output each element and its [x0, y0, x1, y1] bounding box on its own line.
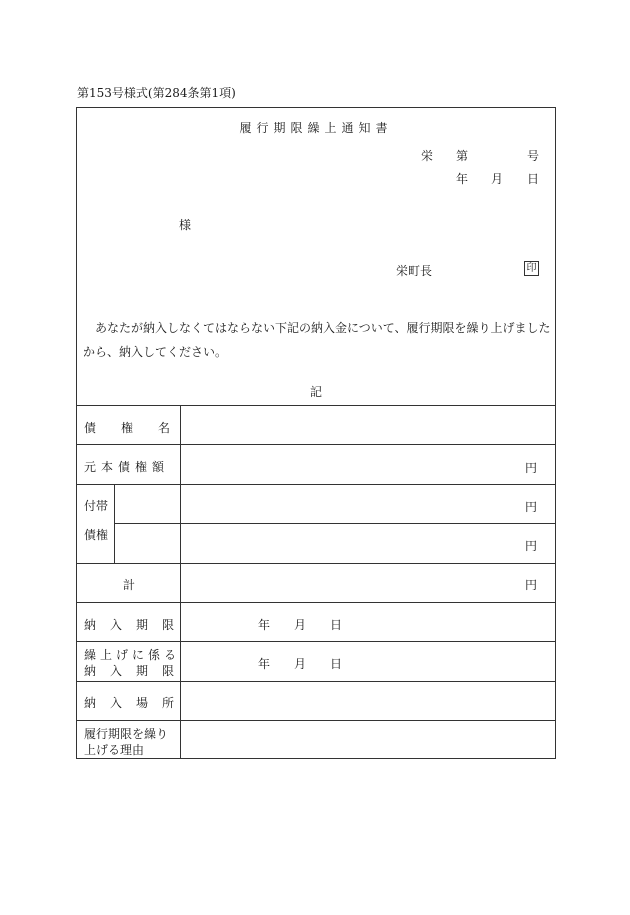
label-reason-2: 上げる理由 — [84, 743, 145, 757]
table-line — [77, 563, 555, 564]
due-month: 月 — [294, 618, 307, 632]
table-line — [77, 681, 555, 682]
table-line — [77, 405, 555, 406]
seal-mark: 印 — [524, 261, 539, 276]
form-number: 第153号様式(第284条第1項) — [77, 86, 236, 100]
advanced-due-month: 月 — [294, 657, 307, 671]
label-due-date: 納入期限 — [84, 618, 189, 632]
yen-principal: 円 — [524, 461, 537, 475]
due-year: 年 — [258, 618, 271, 632]
label-incidental-2: 債権 — [84, 528, 109, 542]
label-claim-name — [84, 419, 196, 436]
date-year: 年 — [456, 172, 469, 186]
date-day: 日 — [527, 172, 540, 186]
advanced-due-day: 日 — [330, 657, 343, 671]
label-total: 計 — [123, 578, 136, 592]
label-place: 納入場所 — [84, 696, 189, 710]
form-title: 履行期限繰上通知書 — [239, 121, 393, 135]
label-advanced-due-1: 繰上げに係る — [84, 648, 181, 662]
addressee-sama: 様 — [179, 218, 192, 232]
label-reason-1: 履行期限を繰り — [84, 727, 169, 741]
notice-body: あなたが納入しなくてはならない下記の納入金について、履行期限を繰り上げましたから、納入してください。 — [83, 321, 551, 359]
table-line — [77, 720, 555, 721]
table-line — [77, 602, 555, 603]
yen-incidental-1: 円 — [524, 500, 537, 514]
label-claim-name-text: 債権名 — [84, 421, 196, 435]
label-incidental-1: 付帯 — [84, 499, 109, 513]
table-line — [77, 484, 555, 485]
yen-total: 円 — [524, 578, 537, 592]
ki-heading: 記 — [310, 385, 323, 399]
label-principal: 元本債権額 — [84, 460, 170, 474]
notice-form — [76, 107, 556, 759]
mayor-name: 栄町長 — [396, 264, 433, 278]
table-line — [77, 444, 555, 445]
issuer-prefix: 栄 — [421, 149, 434, 163]
number-go: 号 — [527, 149, 540, 163]
table-line — [114, 484, 115, 563]
date-month: 月 — [491, 172, 504, 186]
advanced-due-year: 年 — [258, 657, 271, 671]
table-line — [77, 641, 555, 642]
yen-incidental-2: 円 — [524, 539, 537, 553]
label-advanced-due-2: 納入期限 — [84, 664, 189, 678]
number-dai: 第 — [456, 149, 469, 163]
due-day: 日 — [330, 618, 343, 632]
